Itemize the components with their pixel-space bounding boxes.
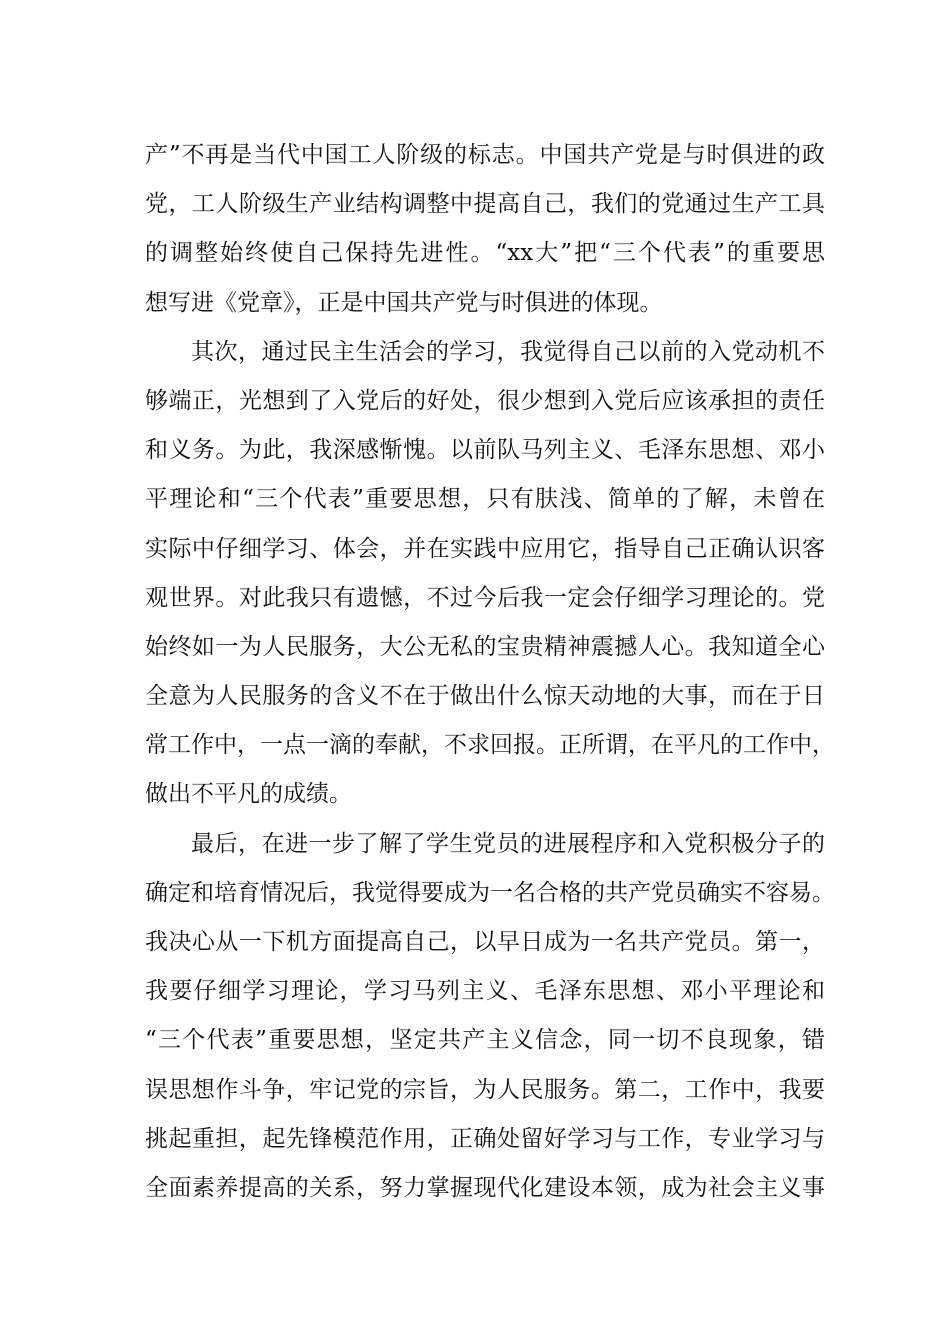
text-line: 最后，在进一步了解了学生党员的进展程序和入党积极分子的 bbox=[191, 830, 825, 857]
paragraph-3 bbox=[145, 820, 835, 1214]
text-line: 做出不平凡的成绩。 bbox=[145, 781, 352, 808]
text-line: 误思想作斗争，牢记党的宗旨，为人民服务。第二，工作中，我要 bbox=[145, 1076, 825, 1103]
text-line: 挑起重担，起先锋模范作用，正确处留好学习与工作，专业学习与 bbox=[145, 1125, 825, 1152]
text-line: 产”不再是当代中国工人阶级的标志。中国共产党是与时俱进的政 bbox=[145, 142, 825, 168]
text-line: 全面素养提高的关系，努力掌握现代化建设本领，成为社会主义事 bbox=[145, 1174, 825, 1201]
text-line: 其次，通过民主生活会的学习，我觉得自己以前的入党动机不 bbox=[191, 338, 825, 365]
text-line: 始终如一为人民服务，大公无私的宝贵精神震撼人心。我知道全心 bbox=[145, 633, 825, 660]
document-body bbox=[145, 131, 835, 1213]
text-line: 观世界。对此我只有遗憾，不过今后我一定会仔细学习理论的。党 bbox=[145, 584, 825, 611]
paragraph-1 bbox=[145, 131, 825, 328]
text-line: 确定和培育情况后，我觉得要成为一名合格的共产党员确实不容易。 bbox=[145, 879, 835, 906]
text-line: 党，工人阶级生产业结构调整中提高自己，我们的党通过生产工具 bbox=[145, 191, 825, 218]
text-line: 想写进《党章》，正是中国共产党与时俱进的体现。 bbox=[145, 289, 663, 316]
text-line: 我决心从一下机方面提高自己，以早日成为一名共产党员。第一， bbox=[145, 929, 825, 955]
paragraph-2 bbox=[145, 328, 835, 820]
text-line: 平理论和“三个代表”重要思想，只有肤浅、简单的了解，未曾在 bbox=[145, 486, 825, 513]
text-line: 的调整始终使自己保持先进性。“xx大”把“三个代表”的重要思 bbox=[145, 240, 825, 267]
text-line: 全意为人民服务的含义不在于做出什么惊天动地的大事，而在于日 bbox=[145, 683, 825, 710]
text-line: “三个代表”重要思想，坚定共产主义信念，同一切不良现象，错 bbox=[145, 1027, 825, 1054]
text-line: 我要仔细学习理论，学习马列主义、毛泽东思想、邓小平理论和 bbox=[145, 978, 825, 1005]
text-line: 和义务。为此，我深感惭愧。以前队马列主义、毛泽东思想、邓小 bbox=[145, 437, 825, 464]
text-line: 实际中仔细学习、体会，并在实践中应用它，指导自己正确认识客 bbox=[145, 535, 825, 562]
text-line: 够端正，光想到了入党后的好处，很少想到入党后应该承担的责任 bbox=[145, 387, 825, 414]
text-line: 常工作中，一点一滴的奉献，不求回报。正所谓，在平凡的工作中， bbox=[145, 732, 835, 759]
